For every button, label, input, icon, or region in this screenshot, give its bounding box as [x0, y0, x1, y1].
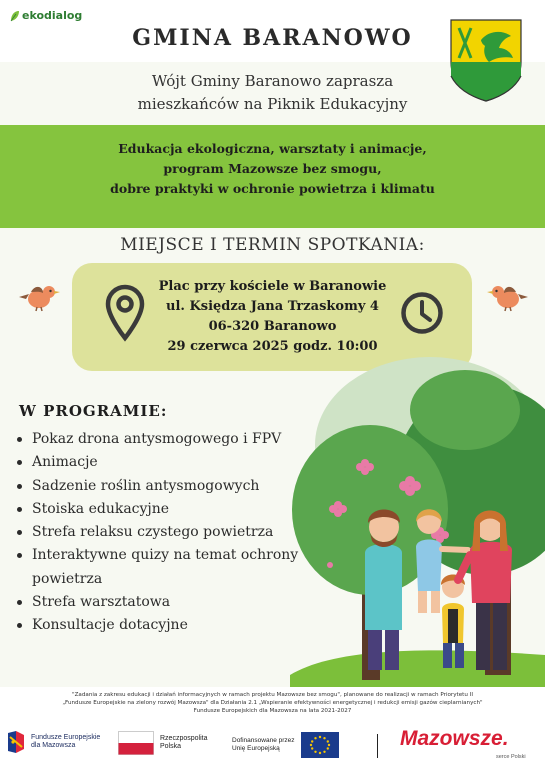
invitation-line-2: mieszkańców na Piknik Edukacyjny [137, 95, 408, 113]
mazowsze-tagline: serce Polski [496, 754, 526, 760]
meeting-postal: 06-320 Baranowo [208, 319, 337, 334]
program-list [16, 428, 316, 638]
fe-logo-line-1: Fundusze Europejskie [31, 734, 101, 741]
highlight-line-1: Edukacja ekologiczna, warsztaty i animacje, [118, 141, 427, 156]
rp-logo-line-2: Polska [160, 743, 182, 750]
meeting-street: ul. Księdza Jana Trzaskomy 4 [166, 299, 379, 314]
invitation-line-1: Wójt Gminy Baranowo zaprasza [151, 72, 394, 90]
ekodialog-logo-text: ekodialog [22, 9, 83, 22]
page-title: GMINA BARANOWO [132, 25, 413, 51]
meeting-place: Plac przy kościele w Baranowie [158, 279, 387, 294]
ekodialog-logo [10, 9, 82, 22]
program-heading: W PROGRAMIE: [19, 402, 168, 420]
bird-right-icon [484, 280, 534, 316]
meeting-date: 29 czerwca 2025 godz. 10:00 [167, 339, 378, 354]
fundusze-europejskie-logo [6, 729, 100, 755]
location-pin-icon [104, 284, 146, 342]
highlight-line-2: program Mazowsze bez smogu, [163, 161, 382, 176]
polish-flag-icon [118, 731, 154, 755]
leaf-icon [10, 10, 20, 22]
meeting-details [150, 277, 395, 357]
disclaimer-line-1: "Zadania z zakresu edukacji i działań informacyjnych w ramach projektu Mazowsze bez smogu", planowane do realizacji w ramach Priorytetu II [72, 692, 473, 698]
eu-logo-line-1: Dofinansowane przez [232, 737, 295, 744]
mazowsze-wordmark: Mazowsze. [400, 727, 509, 750]
program-item: Strefa relaksu czystego powietrza [16, 521, 316, 544]
program-item: Sadzenie roślin antysmogowych [16, 475, 316, 498]
footer-divider [377, 734, 378, 758]
meeting-heading: MIEJSCE I TERMIN SPOTKANIA: [120, 235, 425, 255]
disclaimer-line-3: Fundusze Europejskich dla Mazowsza na lata 2021-2027 [193, 708, 352, 715]
highlight-line-3: dobre praktyki w ochronie powietrza i klimatu [110, 181, 435, 196]
program-item: Stoiska edukacyjne [16, 498, 316, 521]
fe-logo-line-2: dla Mazowsza [31, 742, 76, 749]
program-item: Konsultacje dotacyjne [16, 614, 316, 637]
eu-flag-icon [301, 732, 339, 758]
mazowsze-logo [400, 727, 526, 760]
fe-emblem-icon [6, 729, 26, 755]
highlight-text [0, 139, 545, 199]
program-item: Interaktywne quizy na temat ochrony powietrza [16, 544, 316, 591]
program-item: Animacje [16, 451, 316, 474]
bird-left-icon [13, 280, 63, 316]
program-item: Pokaz drona antysmogowego i FPV [16, 428, 316, 451]
rzeczpospolita-logo [118, 731, 207, 755]
funding-disclaimer [30, 691, 515, 716]
invitation-text [0, 70, 545, 116]
disclaimer-line-2: „Fundusze Europejskie na zielony rozwój Mazowsza" dla Działania 2.1 „Wspieranie efektywności energetycznej i redukcji emisji gazów cieplarnianych" [62, 700, 483, 707]
eu-funding-logo [232, 732, 339, 758]
program-item: Strefa warsztatowa [16, 591, 316, 614]
family-trees-illustration [290, 355, 545, 690]
rp-logo-line-1: Rzeczpospolita [160, 735, 208, 742]
clock-icon [400, 291, 444, 335]
eu-logo-line-2: Unię Europejską [232, 745, 280, 752]
